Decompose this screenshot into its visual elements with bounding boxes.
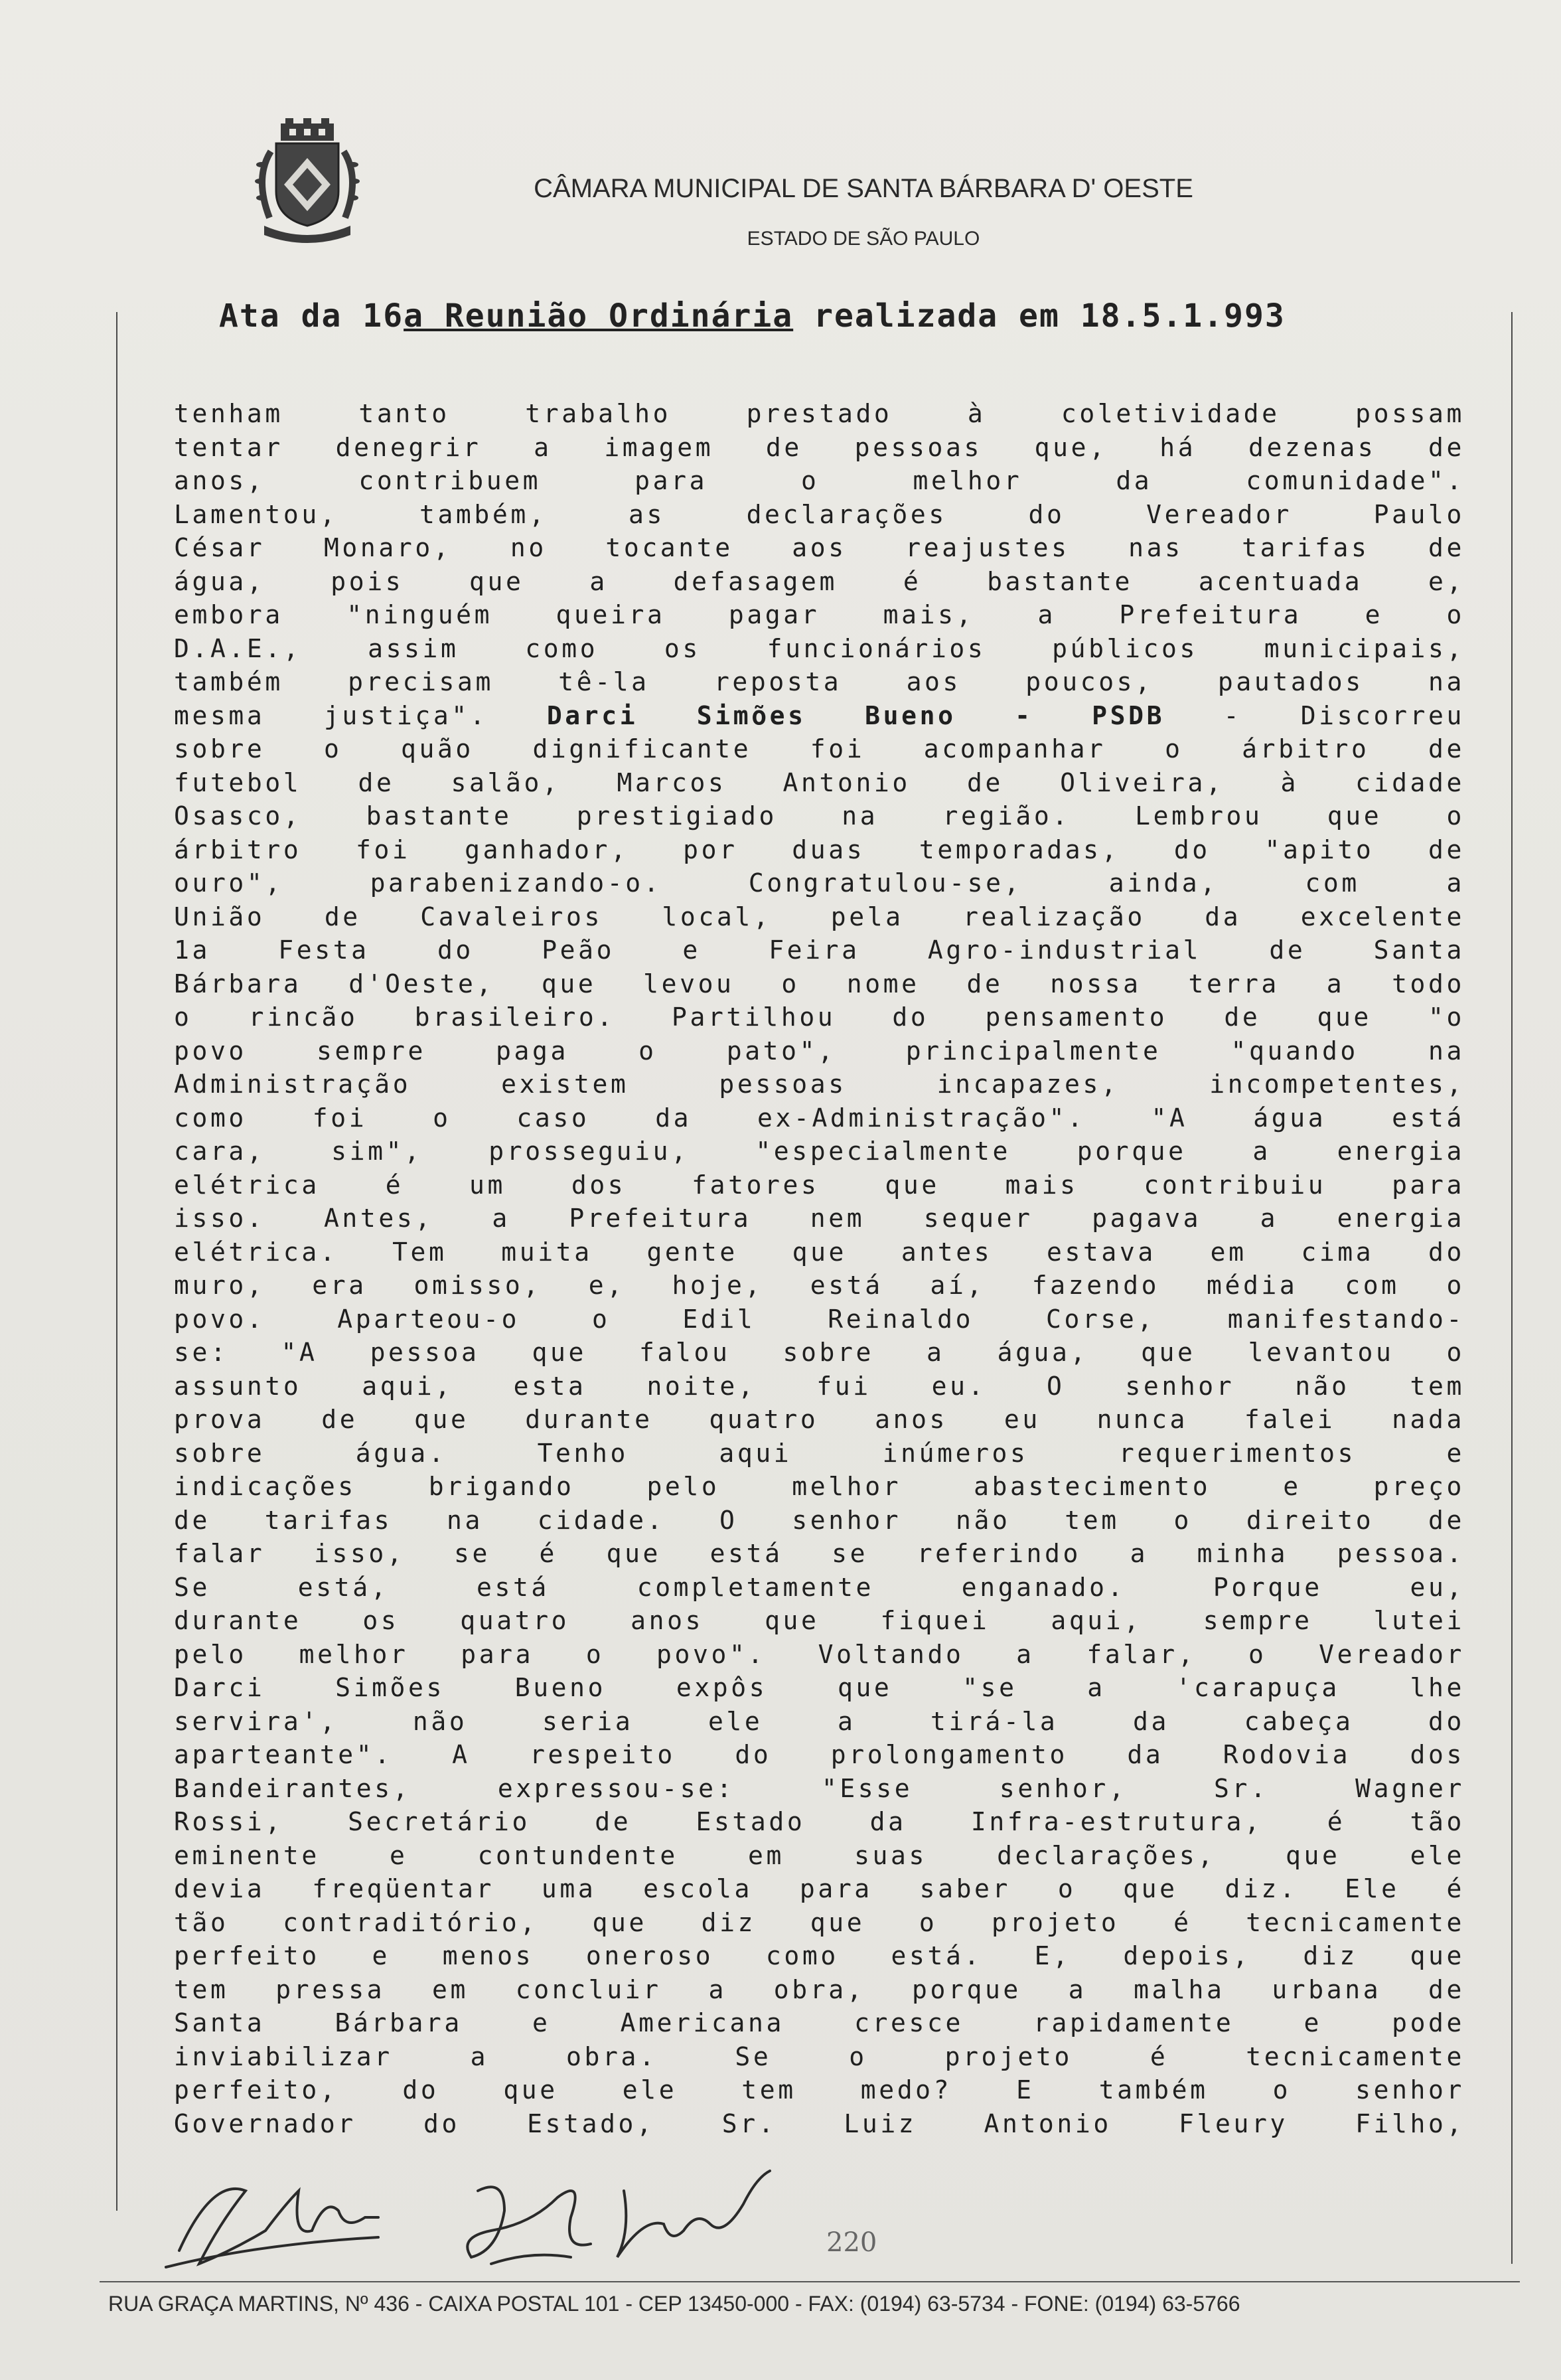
body-line: anos, contribuem para o melhor da comunidade".	[174, 466, 1465, 495]
body-line: indicações brigando pelo melhor abastecimento e preço	[174, 1472, 1465, 1501]
body-line: César Monaro, no tocante aos reajustes nas tarifas de	[174, 533, 1465, 562]
body-line: perfeito, do que ele tem medo? E também o senhor	[174, 2075, 1465, 2104]
speaker-name: Darci Simões Bueno - PSDB	[546, 700, 1165, 730]
body-line: Se está, está completamente enganado. Porque eu,	[174, 1572, 1465, 1602]
body-line: eminente e contundente em suas declarações, que ele	[174, 1840, 1465, 1870]
minutes-heading	[219, 297, 1447, 335]
body-line: devia freqüentar uma escola para saber o que diz. Ele é	[174, 1874, 1465, 1903]
body-line: Governador do Estado, Sr. Luiz Antonio Fleury Filho,	[174, 2108, 1465, 2138]
body-line: o rincão brasileiro. Partilhou do pensamento de que "o	[174, 1002, 1465, 1032]
body-line: prova de que durante quatro anos eu nunca falei nada	[174, 1405, 1465, 1434]
body-line: tenham tanto trabalho prestado à coletividade possam	[174, 399, 1465, 428]
body-line: Bárbara d'Oeste, que levou o nome de nossa terra a todo	[174, 969, 1465, 998]
body-line: como foi o caso da ex-Administração". "A água está	[174, 1103, 1465, 1133]
body-line: assunto aqui, esta noite, fui eu. O senhor não tem	[174, 1371, 1465, 1401]
body-line: Lamentou, também, as declarações do Vereador Paulo	[174, 499, 1465, 529]
body-line: sobre o quão dignificante foi acompanhar o árbitro de	[174, 734, 1465, 763]
heading-part3: realizada em 18.5.1.993	[793, 297, 1286, 335]
footer-divider	[100, 2281, 1520, 2282]
body-line: aparteante". A respeito do prolongamento da Rodovia dos	[174, 1740, 1465, 1769]
body-line: tão contraditório, que diz que o projeto é tecnicamente	[174, 1907, 1465, 1937]
body-line: durante os quatro anos que fiquei aqui, sempre lutei	[174, 1606, 1465, 1635]
body-line: povo sempre paga o pato", principalmente "quando na	[174, 1036, 1465, 1066]
page-number: 220	[826, 2227, 877, 2258]
body-line: 1a Festa do Peão e Feira Agro-industrial de Santa	[174, 935, 1465, 965]
left-margin-line	[116, 312, 117, 2211]
body-line: também precisam tê-la reposta aos poucos, pautados na	[174, 667, 1465, 696]
body-line: futebol de salão, Marcos Antonio de Oliveira, à cidade	[174, 767, 1465, 797]
body-line: falar isso, se é que está se referindo a minha pessoa.	[174, 1539, 1465, 1568]
body-line: Bandeirantes, expressou-se: "Esse senhor, Sr. Wagner	[174, 1773, 1465, 1803]
body-line: ouro", parabenizando-o. Congratulou-se, ainda, com a	[174, 868, 1465, 898]
body-line: água, pois que a defasagem é bastante acentuada e,	[174, 566, 1465, 596]
right-margin-line	[1511, 312, 1513, 2264]
body-line: Rossi, Secretário de Estado da Infra-estrutura, é tão	[174, 1807, 1465, 1836]
state-name: ESTADO DE SÃO PAULO	[747, 228, 980, 250]
body-line: perfeito e menos oneroso como está. E, depois, diz que	[174, 1941, 1465, 1970]
body-line: de tarifas na cidade. O senhor não tem o direito de	[174, 1505, 1465, 1535]
body-line: Osasco, bastante prestigiado na região. Lembrou que o	[174, 801, 1465, 831]
body-line: servira', não seria ele a tirá-la da cabeça do	[174, 1706, 1465, 1736]
body-line: tem pressa em concluir a obra, porque a malha urbana de	[174, 1974, 1465, 2004]
heading-part2: Reunião Ordinária	[424, 297, 794, 335]
institution-name: CÂMARA MUNICIPAL DE SANTA BÁRBARA D' OESTE	[534, 174, 1193, 203]
body-line: sobre água. Tenho aqui inúmeros requerimentos e	[174, 1438, 1465, 1468]
heading-ordinal: a	[404, 297, 424, 335]
body-line: povo. Aparteou-o o Edil Reinaldo Corse, manifestando-	[174, 1304, 1465, 1334]
body-line: Darci Simões Bueno expôs que "se a 'carapuça lhe	[174, 1673, 1465, 1702]
body-line: Santa Bárbara e Americana cresce rapidamente e pode	[174, 2008, 1465, 2037]
handwritten-signatures	[159, 2151, 923, 2284]
minutes-body	[174, 397, 1465, 2140]
footer-address: RUA GRAÇA MARTINS, Nº 436 - CAIXA POSTAL 101 - CEP 13450-000 - FAX: (0194) 63-5734 - FONE: (0194) 63-5766	[108, 2292, 1240, 2316]
body-line: União de Cavaleiros local, pela realização da excelente	[174, 902, 1465, 931]
body-line: elétrica. Tem muita gente que antes estava em cima do	[174, 1237, 1465, 1267]
body-line: pelo melhor para o povo". Voltando a falar, o Vereador	[174, 1639, 1465, 1669]
body-line: isso. Antes, a Prefeitura nem sequer pagava a energia	[174, 1204, 1465, 1233]
body-line: árbitro foi ganhador, por duas temporadas, do "apito de	[174, 834, 1465, 864]
body-line: elétrica é um dos fatores que mais contribuiu para	[174, 1170, 1465, 1200]
body-line: tentar denegrir a imagem de pessoas que, há dezenas de	[174, 432, 1465, 462]
body-line: Administração existem pessoas incapazes, incompetentes,	[174, 1070, 1465, 1099]
body-line: mesma justiça". Darci Simões Bueno - PSDB - Discorreu	[174, 700, 1465, 730]
body-line: inviabilizar a obra. Se o projeto é tecnicamente	[174, 2041, 1465, 2071]
body-line: D.A.E., assim como os funcionários públicos municipais,	[174, 633, 1465, 663]
body-line: embora "ninguém queira pagar mais, a Prefeitura e o	[174, 600, 1465, 629]
body-line: se: "A pessoa que falou sobre a água, que levantou o	[174, 1338, 1465, 1367]
body-line: muro, era omisso, e, hoje, está aí, fazendo média com o	[174, 1271, 1465, 1300]
heading-part1: Ata da 16	[219, 297, 404, 335]
body-line: cara, sim", prosseguiu, "especialmente porque a energia	[174, 1137, 1465, 1166]
